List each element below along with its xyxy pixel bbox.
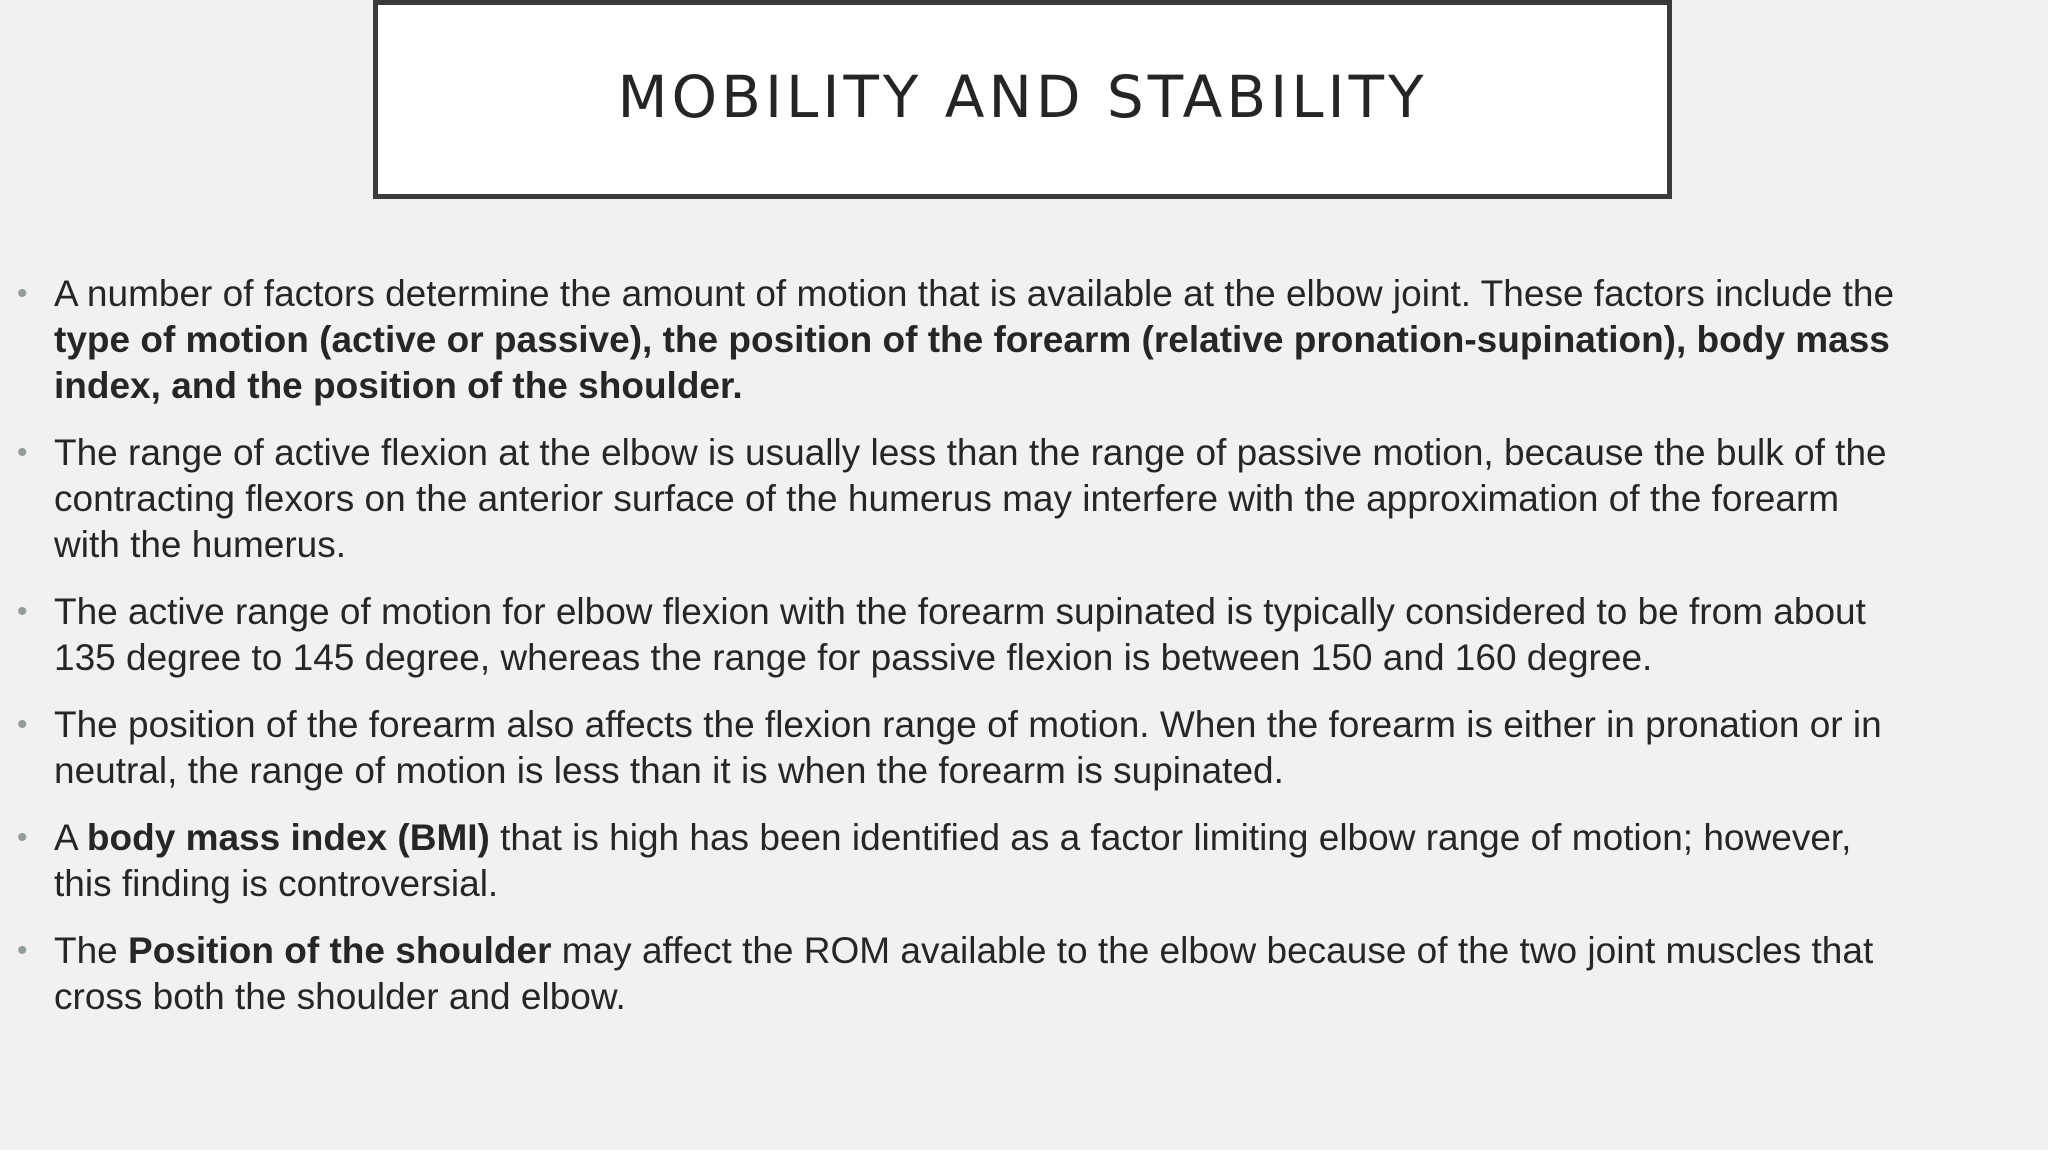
bullet-dot-icon: • [17, 821, 28, 854]
bullet-item [0, 430, 1900, 568]
bullet-text [54, 591, 1866, 678]
bullet-list [0, 271, 1900, 1041]
bullet-segment: A [54, 817, 87, 858]
bullet-item [0, 589, 1900, 681]
bullet-segment: The [54, 930, 129, 971]
bullet-segment: The range of active flexion at the elbow is usually less than the range of passive motion, because the bulk of the contracting flexors on the anterior surface of the humerus may interfere with the approximation of the forearm with the humerus. [54, 432, 1887, 565]
bullet-dot-icon: • [17, 708, 28, 741]
bullet-item [0, 702, 1900, 794]
bullet-dot-icon: • [17, 595, 28, 628]
bullet-segment: may affect the ROM available to the elbow because of the two joint muscles that cross both the shoulder and elbow. [54, 930, 1874, 1017]
bullet-text [54, 930, 1873, 1017]
bullet-segment-bold: body mass index (BMI) [86, 817, 490, 858]
bullet-text [54, 704, 1882, 791]
bullet-item [0, 271, 1900, 409]
bullet-segment: The position of the forearm also affects the flexion range of motion. When the forearm is either in pronation or in neutral, the range of motion is less than it is when the forearm is supinated. [54, 704, 1882, 791]
bullet-segment: that is high has been identified as a factor limiting elbow range of motion; however, this finding is controversial. [54, 817, 1852, 904]
bullet-segment: The active range of motion for elbow flexion with the forearm supinated is typically considered to be from about 135 degree to 145 degree, whereas the range for passive flexion is between 150 and 160 degree. [54, 591, 1866, 678]
bullet-segment-bold: type of motion (active or passive), the position of the forearm (relative pronation-supination), body mass index, and the position of the shoulder. [54, 319, 1890, 406]
bullet-dot-icon: • [17, 277, 28, 310]
bullet-item [0, 928, 1900, 1020]
bullet-text [54, 432, 1887, 565]
bullet-segment: A number of factors determine the amount of motion that is available at the elbow joint. These factors include the [54, 273, 1895, 314]
bullet-text [54, 817, 1851, 904]
bullet-text [54, 273, 1894, 406]
bullet-item [0, 815, 1900, 907]
slide-title: MOBILITY AND STABILITY [617, 63, 1428, 131]
title-box [373, 0, 1672, 199]
bullet-segment-bold: Position of the shoulder [128, 930, 552, 971]
bullet-dot-icon: • [17, 934, 28, 967]
bullet-dot-icon: • [17, 436, 28, 469]
